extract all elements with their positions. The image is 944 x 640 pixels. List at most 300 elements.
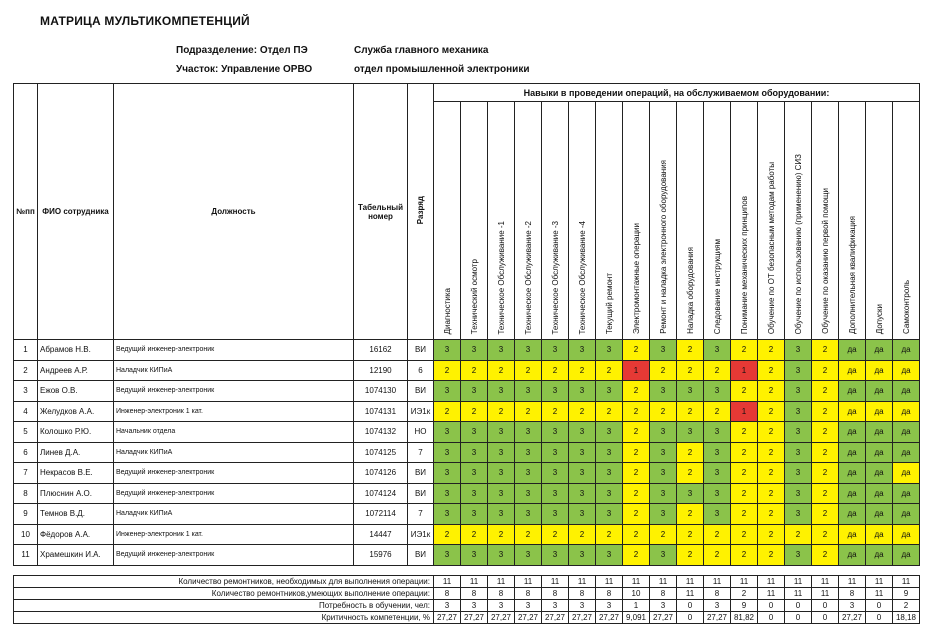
summary-value: 3 xyxy=(542,600,569,612)
table-row xyxy=(14,524,920,545)
skill-score: 2 xyxy=(569,524,596,545)
skill-score: да xyxy=(839,360,866,381)
summary-value: 8 xyxy=(542,588,569,600)
summary-value: 3 xyxy=(569,600,596,612)
skill-score: 3 xyxy=(569,381,596,402)
summary-value: 0 xyxy=(866,612,893,624)
summary-row xyxy=(14,600,920,612)
summary-value: 11 xyxy=(704,576,731,588)
section-label: Участок: Управление ОРВО xyxy=(176,64,313,75)
skill-score: 3 xyxy=(785,340,812,361)
skill-score: 3 xyxy=(596,381,623,402)
employee-position: Ведущий инженер-электроник xyxy=(114,483,354,504)
skill-score: да xyxy=(893,483,920,504)
employee-name: Ежов О.В. xyxy=(38,381,114,402)
skill-header xyxy=(461,102,488,340)
summary-label: Критичность компетенции, % xyxy=(14,612,434,624)
summary-value: 0 xyxy=(758,600,785,612)
skill-score: 2 xyxy=(704,524,731,545)
summary-value: 27,27 xyxy=(434,612,461,624)
col-tab-header: Табельный номер xyxy=(354,84,408,340)
skill-score: 3 xyxy=(542,545,569,566)
employee-name: Плюснин А.О. xyxy=(38,483,114,504)
skill-score: 3 xyxy=(596,483,623,504)
skill-score: 3 xyxy=(515,504,542,525)
skill-score: да xyxy=(866,504,893,525)
summary-value: 8 xyxy=(569,588,596,600)
summary-value: 11 xyxy=(812,576,839,588)
summary-value: 11 xyxy=(542,576,569,588)
summary-value: 3 xyxy=(596,600,623,612)
summary-value: 18,18 xyxy=(893,612,920,624)
skill-score: 2 xyxy=(812,483,839,504)
skill-header-label: Самоконтроль xyxy=(901,280,911,334)
employee-grade: ИЭ1к xyxy=(408,524,434,545)
skill-score: 2 xyxy=(650,401,677,422)
skill-header-label: Ремонт и наладка электронного оборудования xyxy=(658,160,668,334)
summary-value: 1 xyxy=(623,600,650,612)
skill-header-label: Техническое Обслуживание -3 xyxy=(550,220,560,334)
skill-score: 2 xyxy=(731,422,758,443)
skill-score: да xyxy=(893,442,920,463)
skill-header xyxy=(785,102,812,340)
skill-score: 3 xyxy=(596,442,623,463)
row-number: 11 xyxy=(14,545,38,566)
skill-score: 3 xyxy=(434,504,461,525)
summary-value: 11 xyxy=(434,576,461,588)
summary-value: 11 xyxy=(893,576,920,588)
skill-score: 3 xyxy=(569,442,596,463)
skill-score: да xyxy=(866,545,893,566)
skill-score: 3 xyxy=(515,340,542,361)
skill-score: 2 xyxy=(812,381,839,402)
skill-header xyxy=(812,102,839,340)
summary-value: 3 xyxy=(704,600,731,612)
row-number: 8 xyxy=(14,483,38,504)
summary-value: 27,27 xyxy=(461,612,488,624)
skill-score: 2 xyxy=(758,381,785,402)
skill-score: 3 xyxy=(434,463,461,484)
skill-score: да xyxy=(839,401,866,422)
skill-score: 3 xyxy=(569,463,596,484)
skill-score: 2 xyxy=(812,524,839,545)
summary-value: 0 xyxy=(866,600,893,612)
summary-value: 2 xyxy=(731,588,758,600)
skill-header xyxy=(866,102,893,340)
skill-score: 3 xyxy=(542,442,569,463)
skill-header xyxy=(650,102,677,340)
skill-score: 2 xyxy=(623,401,650,422)
competency-matrix xyxy=(13,83,920,566)
skill-score: 3 xyxy=(461,545,488,566)
skill-score: 2 xyxy=(461,401,488,422)
summary-value: 3 xyxy=(461,600,488,612)
employee-grade: ВИ xyxy=(408,381,434,402)
skill-score: 3 xyxy=(569,340,596,361)
summary-value: 0 xyxy=(677,612,704,624)
skill-score: 2 xyxy=(731,483,758,504)
skill-score: 2 xyxy=(758,524,785,545)
skill-score: 2 xyxy=(515,360,542,381)
skill-score: 2 xyxy=(758,545,785,566)
employee-rows xyxy=(14,340,920,566)
skill-score: 3 xyxy=(785,442,812,463)
skill-score: 3 xyxy=(677,483,704,504)
employee-grade: НО xyxy=(408,422,434,443)
skill-header xyxy=(488,102,515,340)
summary-value: 0 xyxy=(677,600,704,612)
summary-row xyxy=(14,588,920,600)
skill-header-label: Следование инструкциям xyxy=(712,238,722,334)
skill-score: 3 xyxy=(461,422,488,443)
summary-value: 8 xyxy=(515,588,542,600)
summary-value: 9 xyxy=(893,588,920,600)
summary-value: 2 xyxy=(893,600,920,612)
skill-score: 3 xyxy=(434,422,461,443)
skill-score: 2 xyxy=(515,401,542,422)
skill-score: 2 xyxy=(812,422,839,443)
skill-header xyxy=(839,102,866,340)
table-row xyxy=(14,381,920,402)
summary-label: Количество ремонтников, необходимых для выполнения операции: xyxy=(14,576,434,588)
skill-score: 3 xyxy=(704,340,731,361)
summary-value: 27,27 xyxy=(650,612,677,624)
skill-score: 3 xyxy=(704,381,731,402)
skill-score: 2 xyxy=(677,524,704,545)
skill-header-label: Допуски xyxy=(874,303,884,334)
skill-header-label: Понимание механических принципов xyxy=(739,195,749,334)
skill-score: 3 xyxy=(488,340,515,361)
skill-score: 3 xyxy=(785,545,812,566)
summary-value: 11 xyxy=(677,588,704,600)
skill-score: 2 xyxy=(731,504,758,525)
summary-value: 11 xyxy=(866,576,893,588)
employee-name: Линев Д.А. xyxy=(38,442,114,463)
summary-rows xyxy=(14,576,920,624)
skill-score: 3 xyxy=(542,381,569,402)
skill-score: 2 xyxy=(677,340,704,361)
skill-score: 3 xyxy=(461,340,488,361)
col-position-header: Должность xyxy=(114,84,354,340)
summary-value: 0 xyxy=(812,612,839,624)
skill-header-label: Обучение по оказанию первой помощи xyxy=(820,188,830,334)
skill-score: да xyxy=(839,483,866,504)
skill-score: 2 xyxy=(623,545,650,566)
skill-score: 3 xyxy=(650,422,677,443)
skill-score: 3 xyxy=(704,483,731,504)
summary-value: 8 xyxy=(596,588,623,600)
summary-value: 0 xyxy=(785,612,812,624)
skill-score: 2 xyxy=(596,524,623,545)
employee-name: Храмешкин И.А. xyxy=(38,545,114,566)
employee-tab-number: 14447 xyxy=(354,524,408,545)
skill-score: 3 xyxy=(488,463,515,484)
skill-score: 3 xyxy=(461,483,488,504)
skill-score: да xyxy=(866,360,893,381)
skill-score: 3 xyxy=(461,463,488,484)
summary-value: 11 xyxy=(488,576,515,588)
skill-header-label: Диагностика xyxy=(442,287,452,334)
skill-header xyxy=(893,102,920,340)
skill-score: да xyxy=(839,340,866,361)
skill-score: 2 xyxy=(758,463,785,484)
skill-score: 2 xyxy=(623,442,650,463)
skill-score: 3 xyxy=(569,483,596,504)
skill-score: 3 xyxy=(569,422,596,443)
skill-score: 3 xyxy=(785,381,812,402)
summary-value: 27,27 xyxy=(596,612,623,624)
employee-name: Желудков А.А. xyxy=(38,401,114,422)
summary-value: 27,27 xyxy=(515,612,542,624)
skill-score: 2 xyxy=(650,524,677,545)
skill-score: 2 xyxy=(704,401,731,422)
skill-score: 3 xyxy=(785,422,812,443)
skill-score: 2 xyxy=(677,401,704,422)
skill-score: да xyxy=(866,422,893,443)
skill-score: 2 xyxy=(812,401,839,422)
summary-value: 27,27 xyxy=(488,612,515,624)
employee-tab-number: 1074132 xyxy=(354,422,408,443)
summary-value: 3 xyxy=(650,600,677,612)
skill-score: да xyxy=(866,442,893,463)
skill-score: 3 xyxy=(461,504,488,525)
skill-score: 2 xyxy=(434,401,461,422)
skill-header xyxy=(542,102,569,340)
skill-score: 3 xyxy=(650,442,677,463)
summary-value: 11 xyxy=(758,576,785,588)
employee-tab-number: 15976 xyxy=(354,545,408,566)
skill-score: да xyxy=(893,504,920,525)
skill-header-label: Техническое Обслуживание -1 xyxy=(496,220,506,334)
summary-value: 8 xyxy=(488,588,515,600)
skill-score: да xyxy=(866,483,893,504)
skill-score: 2 xyxy=(677,360,704,381)
summary-value: 11 xyxy=(623,576,650,588)
skill-score: 2 xyxy=(623,340,650,361)
summary-value: 11 xyxy=(461,576,488,588)
employee-tab-number: 1072114 xyxy=(354,504,408,525)
employee-name: Абрамов Н.В. xyxy=(38,340,114,361)
skill-score: да xyxy=(839,524,866,545)
col-grade-header xyxy=(408,84,434,340)
row-number: 9 xyxy=(14,504,38,525)
skill-score: 2 xyxy=(758,483,785,504)
skill-score: 3 xyxy=(650,340,677,361)
skill-score: 3 xyxy=(650,504,677,525)
skill-score: 3 xyxy=(434,381,461,402)
row-number: 10 xyxy=(14,524,38,545)
skill-score: 2 xyxy=(812,340,839,361)
skill-score: да xyxy=(893,381,920,402)
skill-header xyxy=(623,102,650,340)
skill-header xyxy=(677,102,704,340)
skill-score: 2 xyxy=(812,360,839,381)
row-number: 4 xyxy=(14,401,38,422)
skill-score: 3 xyxy=(677,422,704,443)
summary-value: 0 xyxy=(812,600,839,612)
summary-value: 11 xyxy=(758,588,785,600)
skill-score: 3 xyxy=(785,463,812,484)
employee-name: Фёдоров А.А. xyxy=(38,524,114,545)
skill-header-label: Технический осмотр xyxy=(469,258,479,334)
skill-score: 3 xyxy=(785,483,812,504)
skill-header xyxy=(596,102,623,340)
employee-position: Ведущий инженер-электроник xyxy=(114,340,354,361)
department-label: отдел промышленной электроники xyxy=(354,64,530,75)
skill-score: 3 xyxy=(650,463,677,484)
skill-score: да xyxy=(839,504,866,525)
skill-score: 3 xyxy=(569,545,596,566)
summary-value: 81,82 xyxy=(731,612,758,624)
skill-score: 3 xyxy=(569,504,596,525)
employee-name: Андреев А.Р. xyxy=(38,360,114,381)
employee-grade: ВИ xyxy=(408,340,434,361)
employee-tab-number: 1074124 xyxy=(354,483,408,504)
skill-score: 2 xyxy=(542,524,569,545)
subdivision-label: Подразделение: Отдел ПЭ xyxy=(176,45,308,56)
skill-score: 3 xyxy=(488,381,515,402)
employee-name: Колошко Р.Ю. xyxy=(38,422,114,443)
summary-value: 8 xyxy=(839,588,866,600)
employee-grade: ВИ xyxy=(408,483,434,504)
row-number: 3 xyxy=(14,381,38,402)
employee-grade: 7 xyxy=(408,504,434,525)
summary-value: 8 xyxy=(650,588,677,600)
employee-name: Некрасов В.Е. xyxy=(38,463,114,484)
employee-grade: ВИ xyxy=(408,545,434,566)
skill-score: 2 xyxy=(731,463,758,484)
employee-tab-number: 1074131 xyxy=(354,401,408,422)
employee-position: Начальник отдела xyxy=(114,422,354,443)
summary-value: 11 xyxy=(812,588,839,600)
skill-score: 3 xyxy=(650,483,677,504)
skill-score: 3 xyxy=(785,504,812,525)
row-number: 5 xyxy=(14,422,38,443)
skill-score: 3 xyxy=(434,483,461,504)
skill-header-label: Техническое Обслуживание -2 xyxy=(523,220,533,334)
skill-score: 3 xyxy=(596,504,623,525)
summary-value: 11 xyxy=(515,576,542,588)
document-title: МАТРИЦА МУЛЬТИКОМПЕТЕНЦИЙ xyxy=(40,14,250,28)
skill-score: 3 xyxy=(704,442,731,463)
skill-header xyxy=(515,102,542,340)
skill-score: 2 xyxy=(488,524,515,545)
skill-score: 3 xyxy=(488,545,515,566)
skill-header xyxy=(569,102,596,340)
skill-score: 2 xyxy=(623,504,650,525)
table-row xyxy=(14,360,920,381)
skill-score: 2 xyxy=(731,545,758,566)
skill-score: да xyxy=(866,524,893,545)
employee-grade: ВИ xyxy=(408,463,434,484)
summary-value: 8 xyxy=(461,588,488,600)
row-number: 7 xyxy=(14,463,38,484)
skill-score: 2 xyxy=(758,401,785,422)
skill-score: 3 xyxy=(515,545,542,566)
skill-score: да xyxy=(893,360,920,381)
skill-score: 2 xyxy=(461,360,488,381)
skill-score: 3 xyxy=(515,422,542,443)
skill-score: 3 xyxy=(596,463,623,484)
skill-score: 2 xyxy=(623,422,650,443)
skill-score: 3 xyxy=(542,504,569,525)
summary-value: 10 xyxy=(623,588,650,600)
skill-score: 3 xyxy=(596,340,623,361)
skill-header-label: Обучение по использованию (применению) СИЗ xyxy=(793,153,803,334)
skill-score: 2 xyxy=(542,401,569,422)
employee-grade: 7 xyxy=(408,442,434,463)
employee-tab-number: 1074126 xyxy=(354,463,408,484)
skill-score: 2 xyxy=(812,463,839,484)
skill-score: да xyxy=(866,401,893,422)
skill-score: 3 xyxy=(785,401,812,422)
summary-label: Количество ремонтников,умеющих выполнение операции: xyxy=(14,588,434,600)
skill-score: 3 xyxy=(785,360,812,381)
skill-score: 3 xyxy=(488,504,515,525)
summary-value: 8 xyxy=(434,588,461,600)
employee-position: Ведущий инженер-электроник xyxy=(114,545,354,566)
skill-score: 2 xyxy=(677,545,704,566)
skill-score: 2 xyxy=(488,401,515,422)
skill-score: да xyxy=(866,340,893,361)
employee-position: Наладчик КИПиА xyxy=(114,360,354,381)
table-row xyxy=(14,463,920,484)
skill-score: 3 xyxy=(461,442,488,463)
summary-value: 8 xyxy=(704,588,731,600)
skill-score: 3 xyxy=(515,483,542,504)
skill-score: 3 xyxy=(704,504,731,525)
col-num-header: №пп xyxy=(14,84,38,340)
skill-score: да xyxy=(866,381,893,402)
skill-score: 3 xyxy=(434,340,461,361)
employee-position: Ведущий инженер-электроник xyxy=(114,463,354,484)
table-row xyxy=(14,422,920,443)
table-row xyxy=(14,504,920,525)
skill-score: 2 xyxy=(434,524,461,545)
summary-value: 11 xyxy=(839,576,866,588)
skill-header-label: Обучение по ОТ безопасным методам работы xyxy=(766,161,776,334)
skill-score: 2 xyxy=(542,360,569,381)
skill-score: 2 xyxy=(758,360,785,381)
skill-score: 2 xyxy=(623,381,650,402)
skill-score: 2 xyxy=(596,401,623,422)
employee-tab-number: 1074125 xyxy=(354,442,408,463)
skill-score: 3 xyxy=(596,545,623,566)
table-row xyxy=(14,545,920,566)
skill-score: 3 xyxy=(542,422,569,443)
skill-score: 2 xyxy=(758,340,785,361)
skill-score: 2 xyxy=(704,545,731,566)
skill-score: 3 xyxy=(488,483,515,504)
skill-score: 3 xyxy=(434,442,461,463)
summary-value: 9,091 xyxy=(623,612,650,624)
skill-score: 2 xyxy=(488,360,515,381)
summary-row xyxy=(14,576,920,588)
skill-header-label: Текущий ремонт xyxy=(604,272,614,334)
col-grade-label: Разряд xyxy=(416,196,425,225)
skill-score: 3 xyxy=(488,442,515,463)
skill-score: да xyxy=(893,545,920,566)
skill-score: 2 xyxy=(785,524,812,545)
skill-header-label: Электромонтажные операции xyxy=(631,223,641,334)
summary-value: 11 xyxy=(596,576,623,588)
skill-score: 2 xyxy=(758,504,785,525)
employee-position: Ведущий инженер-электроник xyxy=(114,381,354,402)
skill-score: 2 xyxy=(569,401,596,422)
skill-score: 2 xyxy=(731,442,758,463)
summary-value: 27,27 xyxy=(839,612,866,624)
skill-score: да xyxy=(839,381,866,402)
